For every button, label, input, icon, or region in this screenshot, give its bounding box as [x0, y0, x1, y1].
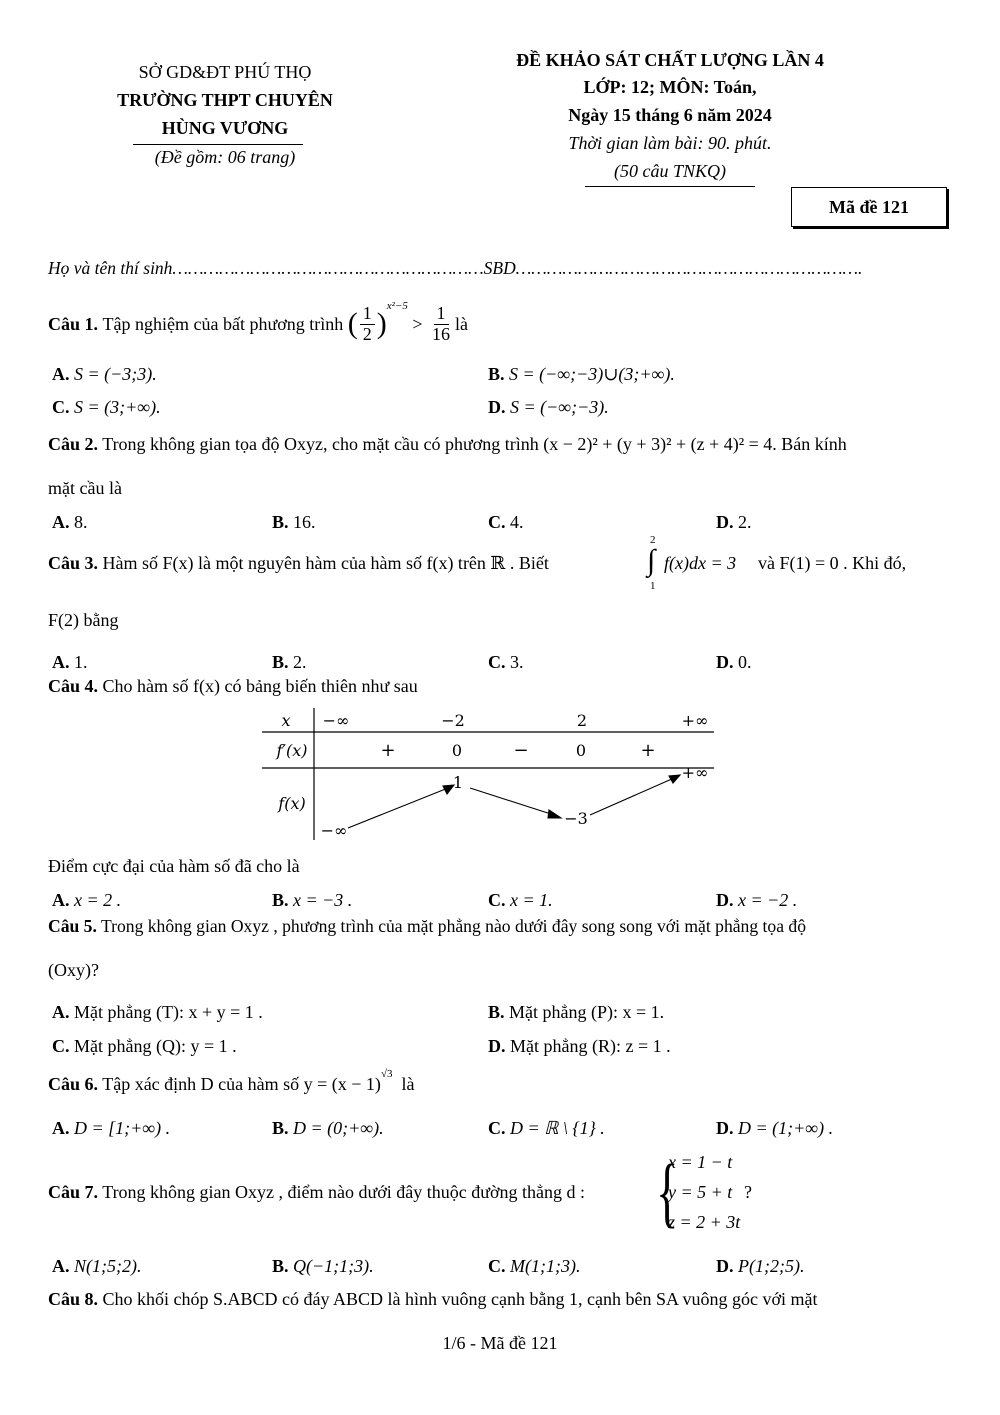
f-value-neg-inf: −∞ — [320, 821, 348, 840]
q5-option-b[interactable]: B. Mặt phẳng (P): x = 1. — [488, 1002, 665, 1022]
question-tail: là — [455, 313, 468, 334]
question-label: Câu 1. — [48, 313, 99, 334]
integral-sign: 2 ∫ 1 — [647, 534, 656, 592]
q6-option-b[interactable]: B. D = (0;+∞). — [272, 1118, 384, 1138]
f-value-max: 1 — [452, 773, 464, 792]
question-7-tail: ? — [744, 1182, 752, 1202]
system-row-x: x = 1 − t — [668, 1152, 733, 1172]
exam-code-box — [791, 187, 947, 227]
candidate-info-line: Họ và tên thí sinh……………………………………………………SBD…………………………………………………………. — [48, 258, 863, 278]
question-count: (50 câu TNKQ) — [614, 161, 726, 181]
variation-table — [262, 704, 722, 844]
q6-option-d[interactable]: D. D = (1;+∞) . — [716, 1118, 834, 1138]
x-value-neg-inf: −∞ — [322, 711, 350, 730]
department-name: SỞ GD&ĐT PHÚ THỌ — [138, 62, 312, 82]
x-value-pos-inf: +∞ — [681, 711, 709, 730]
q1-option-b[interactable]: B. S = (−∞;−3)∪(3;+∞). — [488, 364, 675, 384]
question-label: Câu 3. — [48, 553, 99, 573]
question-text: Trong không gian Oxyz , phương trình của mặt phẳng nào dưới đây song song với mặt phẳng tọa độ — [100, 916, 807, 936]
question-7 — [48, 1182, 585, 1203]
q5-option-d[interactable]: D. Mặt phẳng (R): z = 1 . — [488, 1036, 671, 1056]
q6-option-a[interactable]: A. D = [1;+∞) . — [52, 1118, 171, 1138]
school-name-line1: TRƯỜNG THPT CHUYÊN — [117, 90, 333, 110]
fraction-one-half: $\frac{1}{2}$ — [360, 304, 375, 345]
question-5 — [48, 916, 806, 937]
q7-option-d[interactable]: D. P(1;2;5). — [716, 1256, 805, 1276]
q3-option-c[interactable]: C. 3. — [488, 652, 524, 672]
pages-note: (Đề gồm: 06 trang) — [154, 147, 296, 167]
question-text: Tập xác định D của hàm số y = (x − 1) — [102, 1074, 381, 1094]
question-text: Hàm số F(x) là một nguyên hàm của hàm số f(x) trên ℝ . Biết — [102, 553, 549, 573]
q2-option-a[interactable]: A. 8. — [52, 512, 88, 532]
f-value-min: −3 — [564, 809, 588, 828]
question-1: Câu 1. Tập nghiệm của bất phương trình ( $\frac{1}{2}$ ) $^{x^2-5}$ > $\frac{1}{16}$ là — [48, 300, 468, 344]
exam-duration: Thời gian làm bài: 90. phút. — [568, 133, 772, 153]
question-label: Câu 2. — [48, 434, 99, 454]
question-label: Câu 6. — [48, 1074, 99, 1094]
fprime-row-label: f′(x) — [276, 741, 308, 760]
question-2-cont: mặt cầu là — [48, 478, 122, 498]
exam-code: Mã đề 121 — [829, 196, 909, 217]
q4-option-d[interactable]: D. x = −2 . — [716, 890, 798, 910]
question-text: Trong không gian tọa độ Oxyz, cho mặt cầu có phương trình (x − 2)² + (y + 3)² + (z + 4)² = 4. Bán kính — [102, 434, 847, 454]
fprime-zero-1: 0 — [451, 741, 463, 760]
question-label: Câu 5. — [48, 916, 97, 936]
brace-icon: { — [656, 1148, 679, 1235]
q5-option-c[interactable]: C. Mặt phẳng (Q): y = 1 . — [52, 1036, 237, 1056]
question-3-tail: và F(1) = 0 . Khi đó, — [758, 553, 907, 573]
q2-option-b[interactable]: B. 16. — [272, 512, 316, 532]
x-row-label: x — [281, 711, 291, 730]
question-text: Tập nghiệm của bất phương trình — [102, 313, 344, 334]
exponent: √3 — [380, 1068, 393, 1080]
header-divider-left — [133, 144, 303, 145]
system-row-y: y = 5 + t — [668, 1182, 733, 1202]
q6-option-c[interactable]: C. D = ℝ \ {1} . — [488, 1118, 605, 1138]
q4-option-a[interactable]: A. x = 2 . — [52, 890, 122, 910]
page-footer: 1/6 - Mã đề 121 — [442, 1333, 558, 1353]
question-3-cont: F(2) bằng — [48, 610, 119, 630]
question-tail: là — [401, 1074, 415, 1094]
question-2 — [48, 434, 847, 455]
question-label: Câu 8. — [48, 1289, 99, 1309]
q7-option-c[interactable]: C. M(1;1;3). — [488, 1256, 581, 1276]
question-3 — [48, 553, 549, 574]
header-divider-right — [585, 186, 755, 187]
arrow-increase-1 — [348, 788, 448, 828]
fprime-sign-2: − — [513, 740, 529, 761]
arrow-increase-2 — [590, 778, 674, 815]
question-text: Cho khối chóp S.ABCD có đáy ABCD là hình vuông cạnh bằng 1, cạnh bên SA vuông góc với mặt — [102, 1289, 818, 1309]
q3-option-a[interactable]: A. 1. — [52, 652, 88, 672]
x-value-2: 2 — [576, 711, 588, 730]
q3-option-b[interactable]: B. 2. — [272, 652, 307, 672]
question-label: Câu 7. — [48, 1182, 99, 1202]
class-subject: LỚP: 12; MÔN: Toán, — [583, 77, 757, 97]
system-row-z: z = 2 + 3t — [668, 1212, 741, 1232]
question-4-prompt: Điểm cực đại của hàm số đã cho là — [48, 856, 300, 876]
question-8 — [48, 1289, 817, 1310]
q3-option-d[interactable]: D. 0. — [716, 652, 752, 672]
f-row-label: f(x) — [278, 794, 306, 813]
f-value-pos-inf: +∞ — [681, 763, 709, 782]
x-value-neg2: −2 — [441, 711, 465, 730]
q1-option-c[interactable]: C. S = (3;+∞). — [52, 397, 161, 417]
q2-option-d[interactable]: D. 2. — [716, 512, 752, 532]
question-4 — [48, 676, 418, 697]
question-5-cont: (Oxy)? — [48, 960, 99, 980]
fprime-sign-1: + — [380, 740, 396, 761]
question-text: Cho hàm số f(x) có bảng biến thiên như sau — [102, 676, 418, 696]
question-label: Câu 4. — [48, 676, 99, 696]
q1-option-a[interactable]: A. S = (−3;3). — [52, 364, 157, 384]
exam-title: ĐỀ KHẢO SÁT CHẤT LƯỢNG LẦN 4 — [516, 50, 824, 70]
fprime-zero-2: 0 — [575, 741, 587, 760]
fprime-sign-3: + — [640, 740, 656, 761]
exam-date: Ngày 15 tháng 6 năm 2024 — [568, 105, 772, 125]
fraction-one-sixteenth: $\frac{1}{16}$ — [432, 302, 450, 344]
integral-expression: f(x)dx = 3 — [664, 553, 737, 573]
q5-option-a[interactable]: A. Mặt phẳng (T): x + y = 1 . — [52, 1002, 263, 1022]
question-text: Trong không gian Oxyz , điểm nào dưới đây thuộc đường thẳng d : — [102, 1182, 586, 1202]
q4-option-c[interactable]: C. x = 1. — [488, 890, 553, 910]
q2-option-c[interactable]: C. 4. — [488, 512, 524, 532]
school-name-line2: HÙNG VƯƠNG — [161, 118, 289, 138]
q4-option-b[interactable]: B. x = −3 . — [272, 890, 353, 910]
arrow-decrease — [470, 788, 554, 815]
q7-option-a[interactable]: A. N(1;5;2). — [52, 1256, 142, 1276]
question-6 — [48, 1068, 415, 1095]
q1-option-d[interactable]: D. S = (−∞;−3). — [488, 397, 609, 417]
q7-option-b[interactable]: B. Q(−1;1;3). — [272, 1256, 374, 1276]
